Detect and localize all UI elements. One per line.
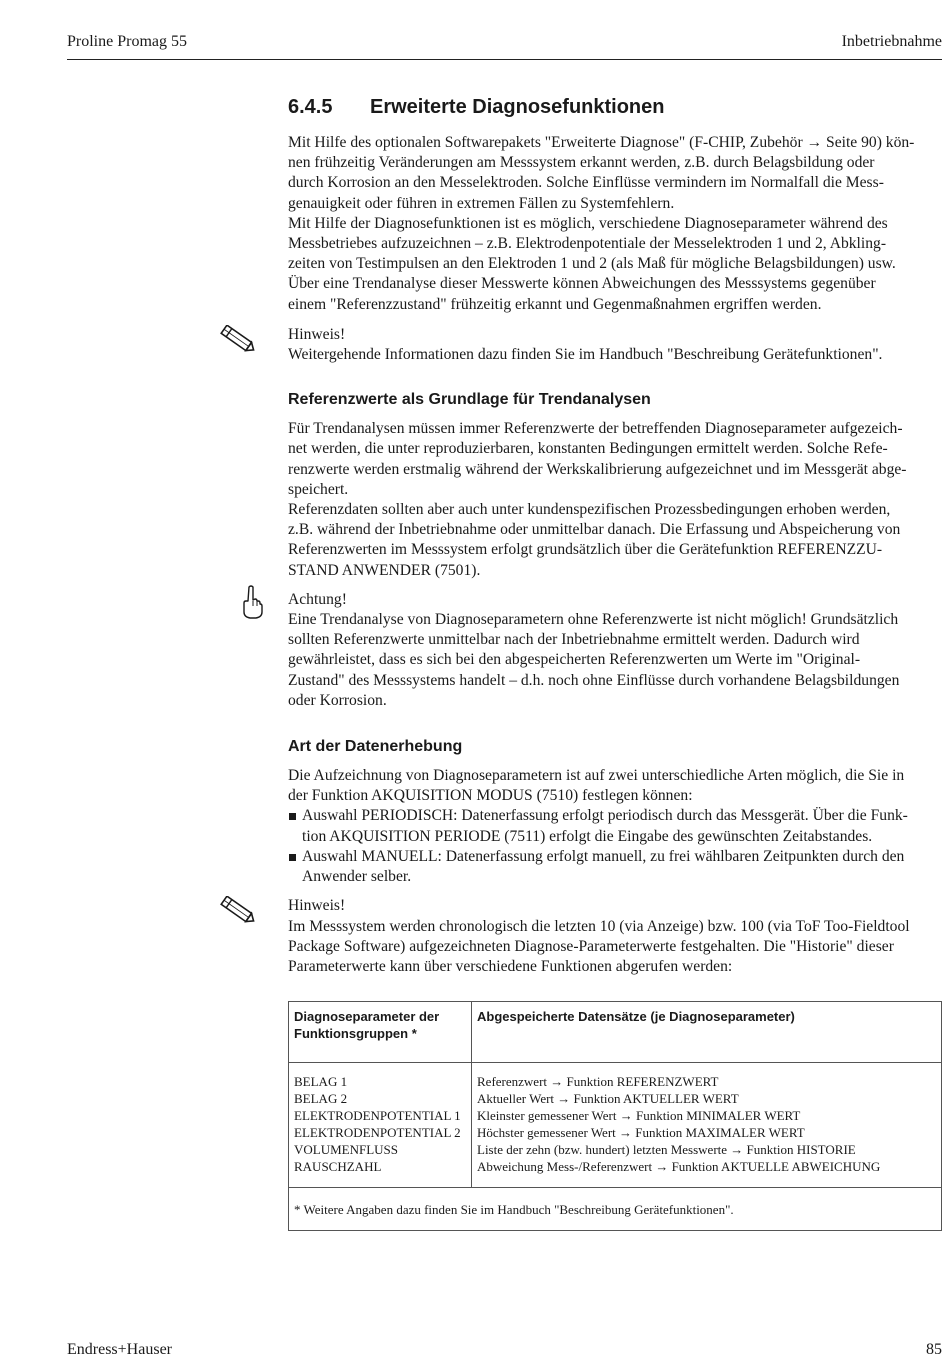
note-achtung — [288, 590, 942, 711]
intro-line: Mit Hilfe der Diagnosefunktionen ist es möglich, verschiedene Diagnoseparameter während des — [288, 214, 888, 232]
referenz-line: Für Trendanalysen müssen immer Referenzwerte der betreffenden Diagnoseparameter aufgezeich- — [288, 420, 903, 438]
pencil-icon — [218, 896, 258, 929]
header-product-name: Proline Promag 55 — [67, 33, 187, 50]
intro-line: genauigkeit oder führen in extremen Fällen zu Systemfehlern. — [288, 194, 675, 212]
header-line: Diagnoseparameter der — [294, 1009, 440, 1025]
subheading-referenzwerte: Referenzwerte als Grundlage für Trendanalysen — [288, 391, 651, 409]
note-text: Weitergehende Informationen dazu finden Sie im Handbuch "Beschreibung Gerätefunktionen". — [288, 346, 883, 364]
caution-line: sollten Referenzwerte unmittelbar nach der Inbetriebnahme ermittelt werden. Dadurch wird — [288, 631, 860, 649]
bullet-line: Auswahl MANUELL: Datenerfassung erfolgt manuell, zu frei wählbaren Zeitpunkten durch den — [302, 847, 905, 865]
dataset-item: Aktueller Wert → Funktion AKTUELLER WERT — [477, 1091, 739, 1107]
parameter-item: RAUSCHZAHL — [294, 1159, 382, 1175]
note-line: Parameterwerte kann über verschiedene Funktionen abgerufen werden: — [288, 957, 733, 975]
intro-line: zeiten von Testimpulsen an den Elektroden 1 und 2 (als Maß für mögliche Belagsbildungen) usw. — [288, 255, 896, 273]
footer-company: Endress+Hauser — [67, 1341, 172, 1358]
datenerhebung-line: der Funktion AKQUISITION MODUS (7510) festlegen können: — [288, 787, 693, 805]
table-cell-parameters — [289, 1063, 472, 1188]
parameter-item: BELAG 2 — [294, 1091, 348, 1107]
note-title: Hinweis! — [288, 325, 346, 343]
bullet-line: tion AKQUISITION PERIODE (7511) erfolgt die Eingabe des gewünschten Zeitabstandes. — [302, 827, 873, 845]
caution-line: Zustand" des Messsystems handelt – d.h. noch ohne Einflüsse durch vorhandene Belagsbildungen — [288, 671, 900, 689]
note-line: Package Software) aufgezeichneten Diagnose-Parameterwerte festgehalten. Die "Historie" dieser — [288, 937, 894, 955]
datenerhebung-paragraph — [288, 766, 942, 806]
dataset-item: Liste der zehn (bzw. hundert) letzten Messwerte → Funktion HISTORIE — [477, 1142, 856, 1158]
parameter-item: BELAG 1 — [294, 1074, 348, 1090]
caution-line: gewährleistet, dass es sich bei den abgespeicherten Referenzwerten um Werte im "Original- — [288, 651, 861, 669]
section-title: Erweiterte Diagnosefunktionen — [370, 96, 665, 118]
section-number: 6.4.5 — [288, 96, 333, 118]
intro-line: einem "Referenzzustand" frühzeitig erkannt und Gegenmaßnahmen ergriffen werden. — [288, 295, 822, 313]
header-chapter-title: Inbetriebnahme — [841, 33, 942, 50]
list-item — [288, 806, 942, 846]
table-cell-datasets — [472, 1063, 942, 1188]
referenz-line: renzwerte werden erstmalig während der Werkskalibrierung aufgezeichnet und im Messgerät abge- — [288, 460, 907, 478]
page-content — [288, 96, 942, 1231]
bullet-line: Anwender selber. — [302, 868, 412, 886]
list-item — [288, 847, 942, 887]
dataset-item: Höchster gemessener Wert → Funktion MAXIMALER WERT — [477, 1125, 805, 1141]
caution-title: Achtung! — [288, 590, 347, 608]
referenz-paragraph — [288, 419, 942, 581]
caution-line: oder Korrosion. — [288, 691, 387, 709]
bullet-list — [288, 806, 942, 887]
note-hinweis-1 — [288, 325, 942, 365]
intro-line: nen frühzeitig Veränderungen am Messsystem erkannt werden, z.B. durch Belagsbildung oder — [288, 154, 875, 172]
referenz-line: z.B. während der Inbetriebnahme oder unmittelbar danach. Die Erfassung und Abspeicherung von — [288, 521, 901, 539]
intro-line: Mit Hilfe des optionalen Softwarepakets "Erweiterte Diagnose" (F-CHIP, Zubehör → Seite 90) kön- — [288, 134, 915, 151]
table-footnote: * Weitere Angaben dazu finden Sie im Handbuch "Beschreibung Gerätefunktionen". — [289, 1188, 942, 1231]
referenz-line: net werden, die unter reproduzierbaren, konstanten Bedingungen ermittelt werden. Solche Refe- — [288, 440, 888, 458]
table-header-row — [289, 1002, 942, 1063]
parameter-item: ELEKTRODENPOTENTIAL 1 — [294, 1108, 461, 1124]
header-line: Funktionsgruppen * — [294, 1026, 417, 1042]
intro-line: durch Korrosion an den Messelektroden. Solche Einflüsse vermindern im Normalfall die Mess- — [288, 174, 884, 192]
referenz-line: Referenzdaten sollten aber auch unter kundenspezifischen Prozessbedingungen erhoben werden, — [288, 501, 891, 519]
note-hinweis-2 — [288, 896, 942, 977]
referenz-line: STAND ANWENDER (7501). — [288, 561, 481, 579]
intro-paragraph — [288, 133, 942, 315]
diagnose-table — [288, 1001, 942, 1231]
table-footnote-row — [289, 1188, 942, 1231]
parameter-item: ELEKTRODENPOTENTIAL 2 — [294, 1125, 461, 1141]
intro-line: Messbetriebes aufzuzeichnen – z.B. Elektrodenpotentiale der Messelektroden 1 und 2, Abkling- — [288, 235, 887, 253]
table-row — [289, 1063, 942, 1188]
referenz-line: Referenzwerten im Messsystem erfolgt grundsätzlich über die Gerätefunktion REFERENZZU- — [288, 541, 883, 559]
dataset-item: Kleinster gemessener Wert → Funktion MINIMALER WERT — [477, 1108, 801, 1124]
note-title: Hinweis! — [288, 897, 346, 915]
referenz-line: speichert. — [288, 480, 349, 498]
datenerhebung-line: Die Aufzeichnung von Diagnoseparametern ist auf zwei unterschiedliche Arten möglich, die Sie in — [288, 767, 905, 785]
caution-line: Eine Trendanalyse von Diagnoseparametern ohne Referenzwerte ist nicht möglich! Grundsätzlich — [288, 611, 899, 629]
table-header-cell: Abgespeicherte Datensätze (je Diagnoseparameter) — [472, 1002, 942, 1063]
note-line: Im Messsystem werden chronologisch die letzten 10 (via Anzeige) bzw. 100 (via ToF Too-Fieldtool — [288, 917, 910, 935]
raised-finger-icon — [240, 584, 264, 625]
parameter-item: VOLUMENFLUSS — [294, 1142, 399, 1158]
subheading-datenerhebung: Art der Datenerhebung — [288, 738, 463, 756]
table-header-cell — [289, 1002, 472, 1063]
header-divider — [67, 59, 942, 60]
dataset-item: Referenzwert → Funktion REFERENZWERT — [477, 1074, 719, 1090]
pencil-icon — [218, 325, 258, 358]
page-number: 85 — [926, 1341, 942, 1358]
bullet-line: Auswahl PERIODISCH: Datenerfassung erfolgt periodisch durch das Messgerät. Über die Funk- — [302, 807, 908, 825]
dataset-item: Abweichung Mess-/Referenzwert → Funktion AKTUELLE ABWEICHUNG — [477, 1159, 881, 1175]
intro-line: Über eine Trendanalyse dieser Messwerte können Abweichungen des Messsystems gegenüber — [288, 275, 876, 293]
section-heading — [288, 96, 942, 119]
